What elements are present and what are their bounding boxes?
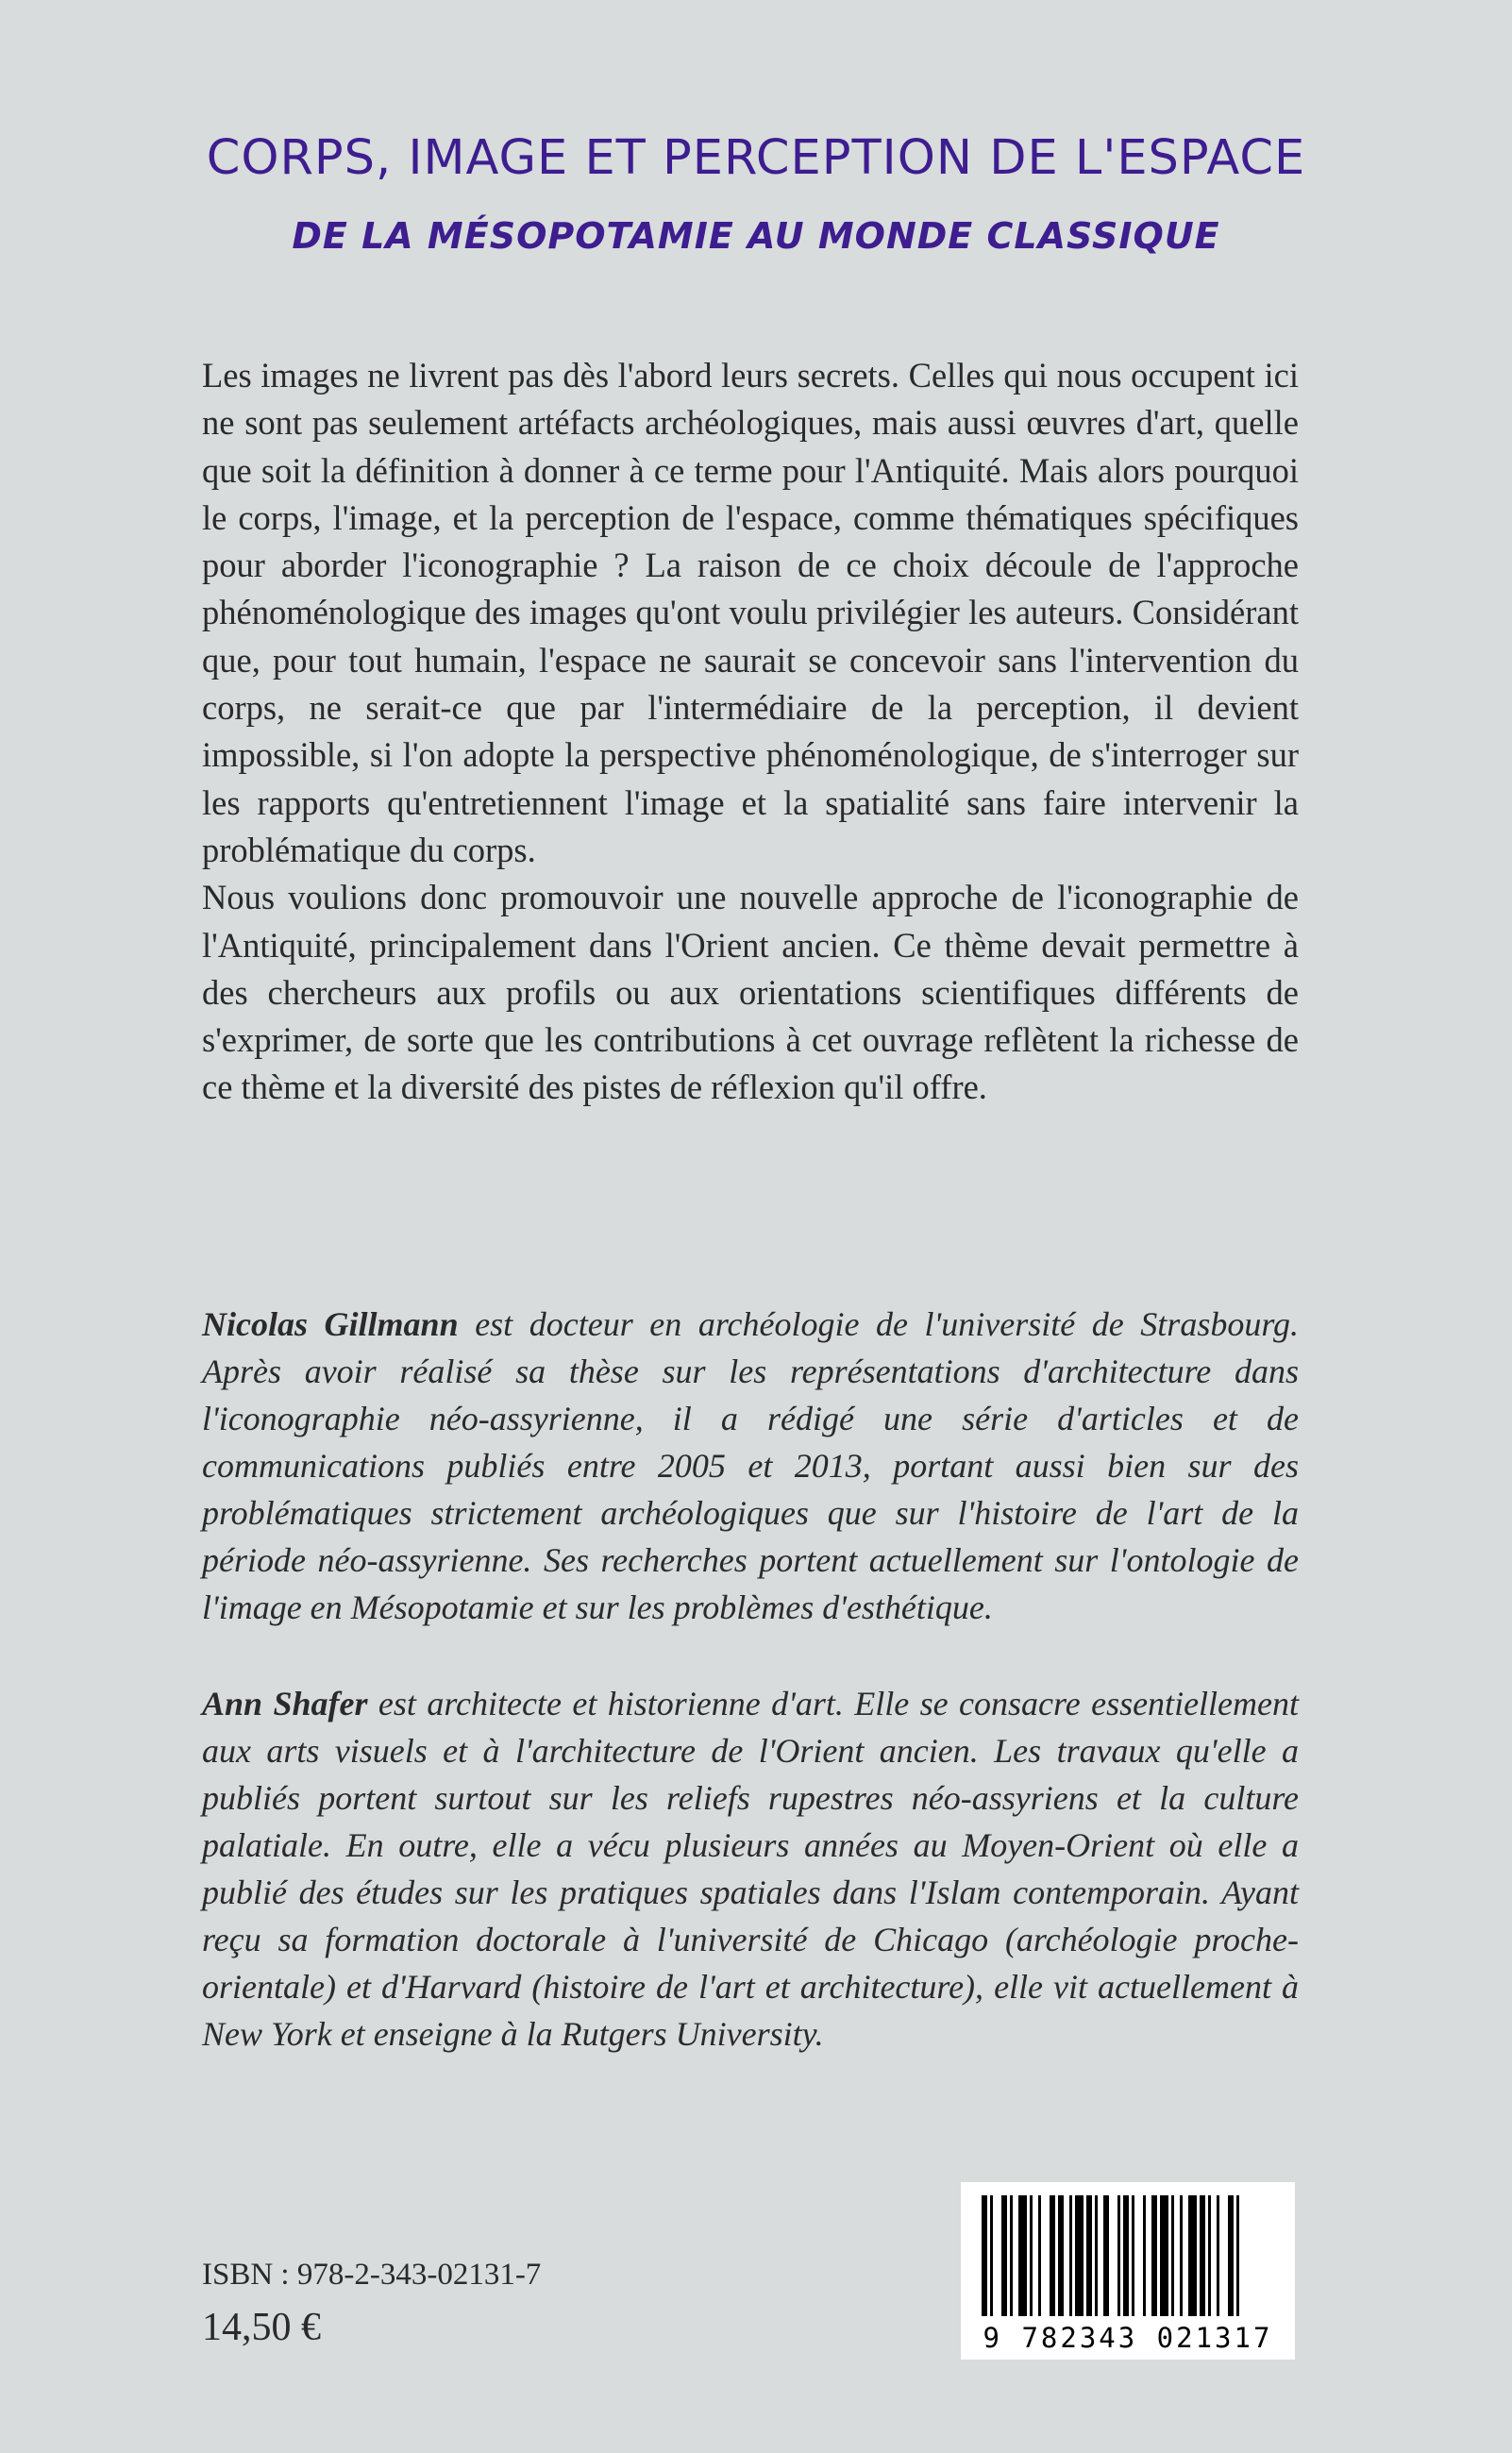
- barcode-bar: [1030, 2195, 1033, 2316]
- barcode-bar: [1095, 2195, 1098, 2316]
- author-bio: [202, 1301, 1299, 1631]
- barcode-bar: [1103, 2195, 1109, 2316]
- barcode-bar: [1143, 2195, 1146, 2316]
- barcode-bar: [1050, 2195, 1055, 2316]
- barcode-bar: [1086, 2195, 1092, 2316]
- barcode-bars: [961, 2182, 1295, 2324]
- barcode-bar: [1160, 2195, 1168, 2316]
- barcode-bar: [1208, 2195, 1211, 2316]
- barcode-bar: [1001, 2195, 1007, 2316]
- barcode-bar: [1188, 2195, 1197, 2316]
- book-title: CORPS, IMAGE ET PERCEPTION DE L'ESPACE: [206, 130, 1306, 186]
- author-name: Nicolas Gillmann: [202, 1305, 459, 1343]
- barcode-bar: [1180, 2195, 1183, 2316]
- description-paragraph: Les images ne livrent pas dès l'abord leurs secrets. Celles qui nous occupent ici ne sont pas seulement artéfacts archéologiques, mais aussi œuvres d'art, quelle que soit la définition à donner à ce terme pour l'Antiquité. Mais alors pourquoi le corps, l'image, et la perception de l'espace, comme thématiques spécifiques pour aborder l'iconographie ? La raison de ce choix découle de l'approche phénoménologique des images qu'ont voulu privilégier les auteurs. Considérant que, pour tout humain, l'espace ne saurait se concevoir sans l'intervention du corps, ne serait-ce que par l'intermédiaire de la perception, il devient impossible, si l'on adopte la perspective phénoménologique, de s'interroger sur les rapports qu'entretiennent l'image et la spatialité sans faire intervenir la problématique du corps.: [202, 356, 1299, 869]
- barcode-bar: [1069, 2195, 1072, 2316]
- book-subtitle: DE LA MÉSOPOTAMIE AU MONDE CLASSIQUE: [292, 215, 1220, 257]
- description-paragraph: Nous voulions donc promouvoir une nouvelle approche de l'iconographie de l'Antiquité, principalement dans l'Orient ancien. Ce thème devait permettre à des chercheurs aux profils ou aux orientations scientifiques différents de s'exprimer, de sorte que les contributions à cet ouvrage reflètent la richesse de ce thème et la diversité des pistes de réflexion qu'il offre.: [202, 878, 1299, 1107]
- author-bio-text: est docteur en archéologie de l'université de Strasbourg. Après avoir réalisé sa thèse sur les représentations d'architecture dans l'iconographie néo-assyrienne, il a rédigé une série d'articles et de communications publiés entre 2005 et 2013, portant aussi bien sur des problématiques strictement archéologiques que sur l'histoire de l'art de la période néo-assyrienne. Ses recherches portent actuellement sur l'ontologie de l'image en Mésopotamie et sur les problèmes d'esthétique.: [202, 1305, 1300, 1626]
- barcode-bar: [1058, 2195, 1064, 2316]
- author-bio: [202, 1680, 1299, 2058]
- barcode-bar: [1075, 2195, 1084, 2316]
- barcode-bar: [1010, 2195, 1013, 2316]
- book-description: [202, 352, 1299, 1112]
- barcode-bar: [1228, 2195, 1234, 2316]
- barcode-bar: [1038, 2195, 1041, 2316]
- author-bio-text: est architecte et historienne d'art. Elle se consacre essentiellement aux arts visuels et à l'architecture de l'Orient ancien. Les travaux qu'elle a publiés portent surtout sur les reliefs rupestres néo-assyriens et la culture palatiale. En outre, elle a vécu plusieurs années au Moyen-Orient où elle a publié des études sur les pratiques spatiales dans l'Islam contemporain. Ayant reçu sa formation doctorale à l'université de Chicago (archéologie proche-orientale) et d'Harvard (histoire de l'art et architecture), elle vit actuellement à New York et enseigne à la Rutgers University.: [202, 1685, 1300, 2053]
- barcode-bar: [1151, 2195, 1157, 2316]
- barcode-bar: [1236, 2195, 1239, 2316]
- barcode-bar: [1018, 2195, 1027, 2316]
- author-name: Ann Shafer: [202, 1685, 368, 1722]
- price-label: 14,50 €: [202, 2306, 321, 2349]
- barcode-bar: [990, 2195, 993, 2316]
- barcode-bar: [982, 2195, 987, 2316]
- barcode-bar: [1217, 2195, 1219, 2316]
- barcode-bar: [1171, 2195, 1174, 2316]
- barcode-bar: [1123, 2195, 1129, 2316]
- barcode-bar: [1132, 2195, 1134, 2316]
- barcode-bar: [1117, 2195, 1120, 2316]
- isbn-label: ISBN : 978-2-343-02131-7: [202, 2258, 542, 2292]
- barcode-bar: [1200, 2195, 1205, 2316]
- barcode-number: 9 782343 021317: [983, 2322, 1273, 2354]
- barcode: [961, 2182, 1295, 2360]
